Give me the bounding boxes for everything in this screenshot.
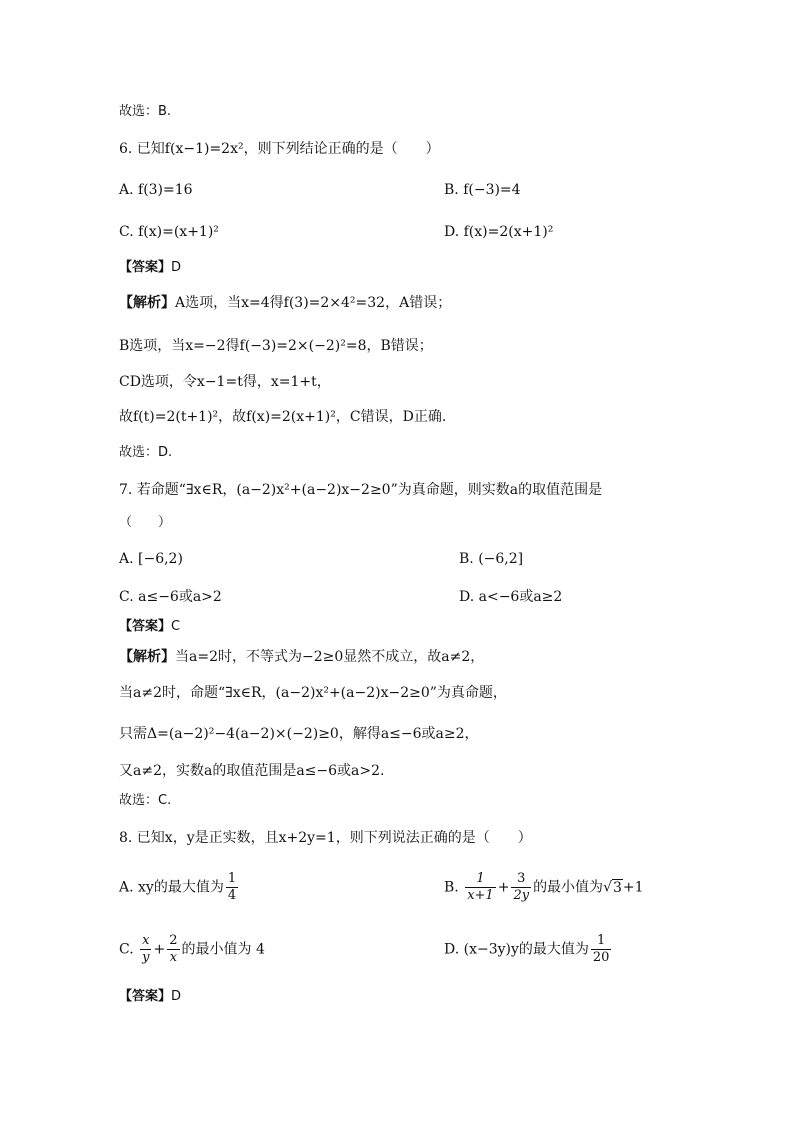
answer-value: D <box>171 260 182 275</box>
q8-answer <box>119 987 181 1007</box>
fraction-denominator: 2y <box>513 888 530 903</box>
option-b-suffix: 的最小值为 <box>533 879 604 896</box>
fraction-1-over-x-plus-1 <box>465 871 496 904</box>
q8-option-d <box>444 933 613 966</box>
q6-option-b: B. f(−3)=4 <box>444 182 521 198</box>
fraction-numerator: x <box>140 933 151 950</box>
q6-solution-4: 故f(t)=2(t+1)²，故f(x)=2(x+1)²，C错误，D正确. <box>119 409 447 425</box>
fraction-numerator: 2 <box>169 933 178 948</box>
solution-tag: 【解析】 <box>119 649 175 665</box>
q6-solution-2: B选项，当x=−2得f(−3)=2×(−2)²=8，B错误； <box>119 338 433 354</box>
answer-value: D <box>171 989 182 1004</box>
fraction-numerator: 3 <box>511 871 531 888</box>
q7-option-d: D. a<−6或a≥2 <box>459 589 563 605</box>
q8-option-a <box>119 871 240 904</box>
fraction-denominator: 4 <box>227 888 237 903</box>
q6-solution-1 <box>119 293 451 313</box>
q8-stem: 8. 已知x，y是正实数，且x+2y=1，则下列说法正确的是（ ） <box>119 830 532 846</box>
solution-text: A选项，当x=4得f(3)=2×4²=32，A错误； <box>175 295 452 311</box>
q7-solution-4: 又a≠2，实数a的取值范围是a≤−6或a>2. <box>119 763 385 779</box>
fraction-one-quarter <box>226 871 238 904</box>
answer-tag: 【答案】 <box>119 619 172 634</box>
fraction-x-over-y <box>140 933 151 966</box>
q6-stem: 6. 已知f(x−1)=2x²，则下列结论正确的是（ ） <box>119 141 440 157</box>
q6-option-a: A. f(3)=16 <box>119 182 193 198</box>
q7-solution-3: 只需Δ=(a−2)²−4(a−2)×(−2)≥0，解得a≤−6或a≥2， <box>119 726 479 742</box>
answer-tag: 【答案】 <box>119 989 172 1004</box>
q6-solution-3: CD选项，令x−1=t得，x=1+t， <box>119 374 331 390</box>
q7-option-c: C. a≤−6或a>2 <box>119 589 222 605</box>
q7-stem-line-2: （ ） <box>119 515 172 530</box>
fraction-numerator: 1 <box>227 871 237 886</box>
q7-final-answer: 故选：C. <box>119 793 172 808</box>
fraction-denominator: x <box>169 950 178 965</box>
q6-final-answer: 故选：D. <box>119 445 173 460</box>
q7-stem-line-1: 7. 若命题“∃x∈R，(a−2)x²+(a−2)x−2≥0”为真命题，则实数a的取值范围是 <box>119 482 603 498</box>
fraction-numerator: 1 <box>591 933 612 950</box>
fraction-denominator: y <box>142 950 150 965</box>
fraction-numerator: 1 <box>465 871 496 888</box>
answer-tag: 【答案】 <box>119 260 172 275</box>
option-c-label: C. <box>119 941 134 958</box>
option-b-label: B. <box>444 879 459 896</box>
answer-value: C <box>171 619 181 634</box>
fraction-3-over-2y <box>511 871 531 904</box>
q8-option-c <box>119 933 265 966</box>
solution-text: 当a=2时，不等式为−2≥0显然不成立，故a≠2， <box>175 649 485 665</box>
plus-sign: + <box>497 879 510 896</box>
q8-option-b: B. $\frac{1}{x+1}$ + $\frac{3}{2y}$ 的最小值为√3+1 <box>444 871 644 903</box>
sqrt-radicand: 3 <box>612 879 622 896</box>
q7-option-b: B. (−6,2] <box>459 551 524 567</box>
q7-answer <box>119 617 180 637</box>
fraction-one-twentieth <box>591 933 612 966</box>
prev-answer-line: 故选：B. <box>119 104 172 119</box>
solution-tag: 【解析】 <box>119 295 175 311</box>
q7-option-a: A. [−6,2) <box>119 551 183 567</box>
option-a-text: A. xy的最大值为 <box>119 879 224 896</box>
option-c-suffix: 的最小值为 4 <box>181 941 265 958</box>
fraction-denominator: 20 <box>592 950 610 965</box>
fraction-denominator: x+1 <box>467 888 494 903</box>
q6-answer <box>119 258 181 278</box>
q7-solution-2: 当a≠2时，命题“∃x∈R，(a−2)x²+(a−2)x−2≥0”为真命题， <box>119 685 507 701</box>
option-b-tail: +1 <box>622 879 644 896</box>
option-d-text: D. (x−3y)y的最大值为 <box>444 941 589 958</box>
q6-option-d: D. f(x)=2(x+1)² <box>444 224 554 240</box>
plus-sign: + <box>153 941 166 958</box>
fraction-2-over-x <box>167 933 179 966</box>
q6-option-c: C. f(x)=(x+1)² <box>119 224 219 240</box>
q7-solution-1 <box>119 647 484 667</box>
